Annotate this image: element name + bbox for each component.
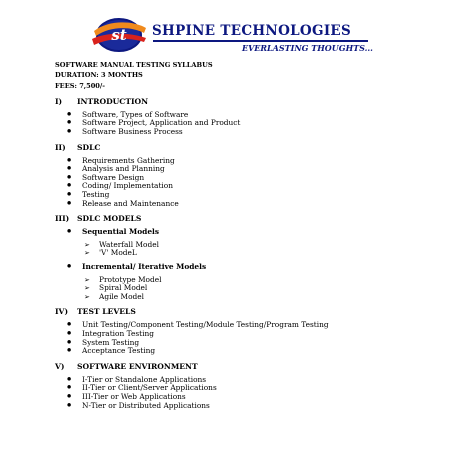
section-number: V)	[55, 361, 65, 371]
section-heading: SDLC MODELS	[77, 214, 142, 224]
section-title	[55, 362, 435, 372]
bullet-list	[55, 321, 435, 355]
list-item: ● Software Design	[65, 174, 435, 183]
section-number: II)	[55, 142, 66, 152]
list-item-group	[65, 263, 435, 301]
list-item: ● Software, Types of Software	[65, 111, 435, 120]
list-item: ● II-Tier or Client/Server Applications	[65, 384, 435, 393]
section-heading: SDLC	[77, 142, 101, 152]
company-name: SHPINE TECHNOLOGIES	[152, 23, 352, 39]
list-item-group	[65, 228, 435, 258]
section-title	[55, 143, 435, 153]
arrow-list	[82, 241, 435, 258]
list-item: ➢ 'V' ModeL	[84, 249, 435, 258]
list-item: ● Integration Testing	[65, 330, 435, 339]
list-item: ● I-Tier or Standalone Applications	[65, 376, 435, 385]
section-title	[55, 307, 435, 317]
company-tagline: EVERLASTING THOUGHTS...	[242, 43, 373, 53]
list-item: ● Requirements Gathering	[65, 157, 435, 166]
section-number: III)	[55, 214, 70, 224]
syllabus-document	[55, 60, 435, 410]
section-number: IV)	[55, 307, 69, 317]
list-item: ● III-Tier or Web Applications	[65, 393, 435, 402]
svg-text:st: st	[111, 26, 127, 44]
list-item: ● Analysis and Planning	[65, 165, 435, 174]
company-logo	[90, 14, 390, 54]
bullet-list	[55, 376, 435, 410]
list-item: ➢ Agile Model	[84, 293, 435, 302]
section-heading: INTRODUCTION	[77, 96, 149, 106]
bullet-list	[55, 157, 435, 209]
list-item: ● Release and Maintenance	[65, 200, 435, 209]
list-item: ● Testing	[65, 191, 435, 200]
section-title	[55, 97, 435, 107]
logo-divider	[153, 40, 368, 42]
section-title	[55, 214, 435, 224]
list-item: ➢ Prototype Model	[84, 276, 435, 285]
arrow-list	[82, 276, 435, 302]
list-item: ● System Testing	[65, 339, 435, 348]
list-item: ● Coding/ Implementation	[65, 182, 435, 191]
bullet-list	[55, 228, 435, 301]
doc-duration: DURATION: 3 MONTHS	[55, 71, 143, 80]
list-item: ➢ Waterfall Model	[84, 241, 435, 250]
list-item: ● N-Tier or Distributed Applications	[65, 402, 435, 411]
section-heading: SOFTWARE ENVIRONMENT	[77, 361, 198, 371]
doc-title: SOFTWARE MANUAL TESTING SYLLABUS	[55, 61, 213, 69]
list-item: ● Software Project, Application and Product	[65, 119, 435, 128]
list-item: ● Unit Testing/Component Testing/Module Testing/Program Testing	[65, 321, 435, 330]
list-item: ➢ Spiral Model	[84, 284, 435, 293]
subsection-heading: Incremental/ Iterative Models	[82, 262, 207, 272]
section-number: I)	[55, 96, 63, 106]
section-heading: TEST LEVELS	[77, 307, 136, 317]
globe-logo-icon	[90, 14, 148, 54]
list-item: ● Acceptance Testing	[65, 347, 435, 356]
list-item: ● Software Business Process	[65, 128, 435, 137]
subsection-heading: Sequential Models	[82, 227, 159, 237]
doc-fees: FEES: 7,500/-	[55, 81, 106, 90]
bullet-list	[55, 111, 435, 137]
